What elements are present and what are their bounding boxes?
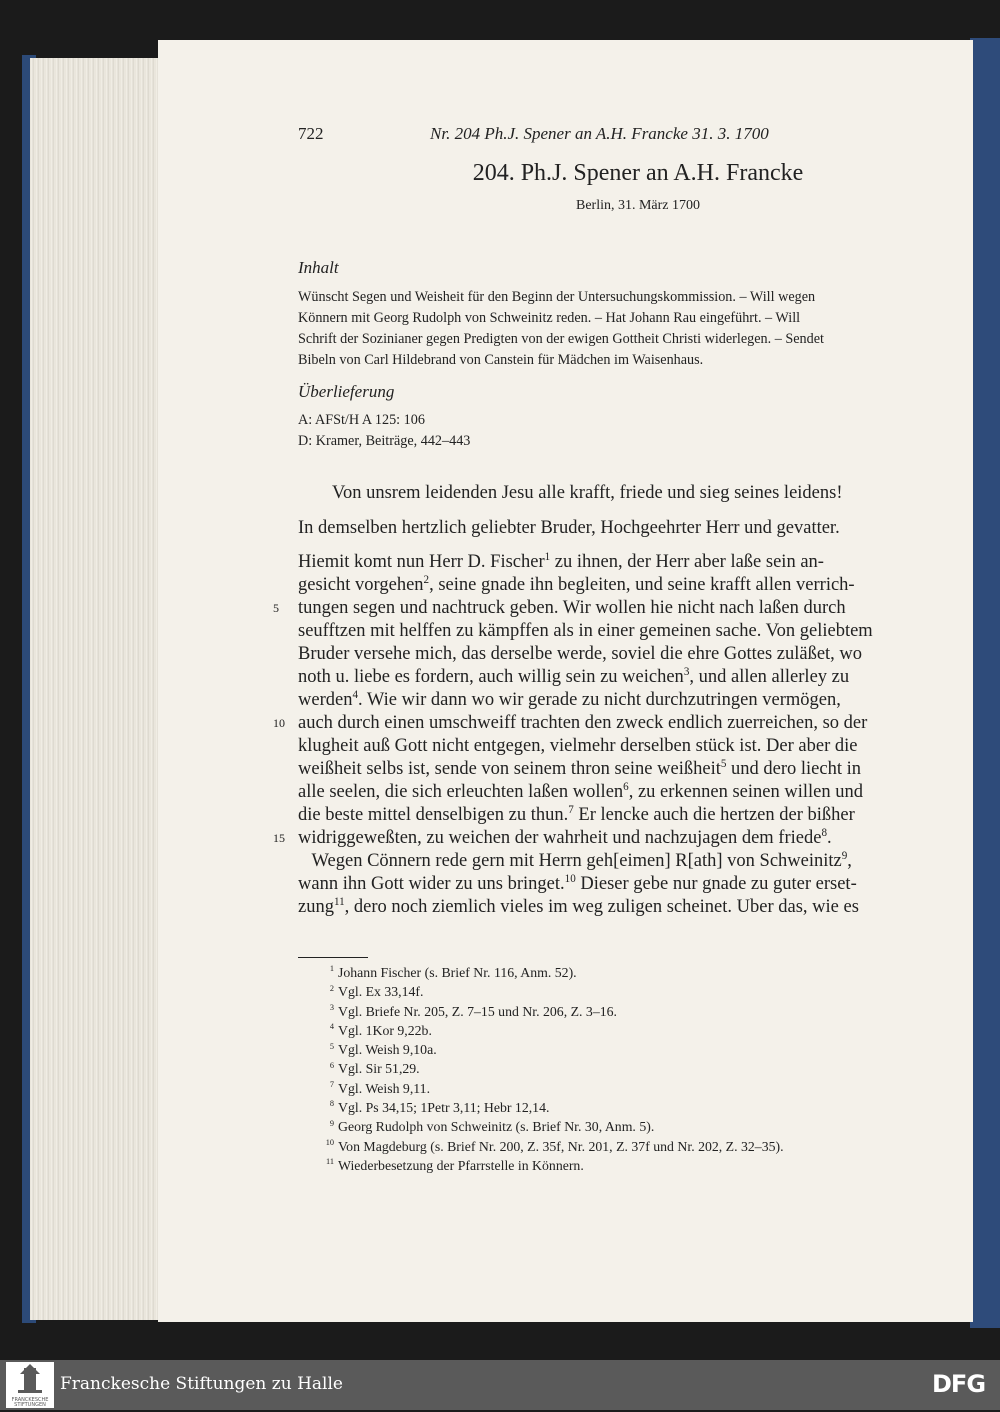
line-text: alle seelen, die sich erleuchten laßen wollen [298, 782, 624, 802]
line-text: zung [298, 897, 334, 917]
footnote-ref: 4 [352, 688, 358, 701]
footnote-ref: 2 [423, 573, 430, 586]
footnote-text: Vgl. Ps 34,15; 1Petr 3,11; Hebr 12,14. [338, 1100, 550, 1116]
footnote-ref: 6 [623, 780, 629, 793]
footnote: $^9$ Georg Rudolph von Schweinitz (s. Brief Nr. 30, Anm. 5). [329, 1118, 655, 1135]
letter-body [273, 550, 873, 919]
line-text: gesicht vorgehen [298, 575, 424, 595]
inhalt-line: Könnern mit Georg Rudolph von Schweinitz reden. – Hat Johann Rau eingeführt. – Will [298, 310, 801, 326]
inhalt-line: Schrift der Sozinianer gegen Predigten von der ewigen Gottheit Christi widerlegen. – Sendet [298, 331, 824, 347]
footnote-ref: 11 [333, 895, 345, 908]
footnote-ref: 9 [841, 849, 848, 862]
source-line: A: AFSt/H A 125: 106 [298, 412, 425, 428]
francke-logo [6, 1362, 54, 1408]
footnote-text: Vgl. Weish 9,10a. [338, 1042, 437, 1058]
line-text: Hiemit komt nun Herr D. Fischer [298, 552, 545, 572]
footnote-text: Wiederbesetzung der Pfarrstelle in Könnern. [338, 1157, 584, 1173]
footnote-ref: 3 [683, 665, 690, 678]
inhalt-heading: Inhalt [298, 258, 339, 277]
salutation: In demselben hertzlich geliebter Bruder, Hochgeehrter Herr und gevatter. [298, 518, 840, 538]
body-line [298, 850, 873, 873]
line-text: die beste mittel denselbigen zu thun. [298, 805, 569, 825]
book-page [158, 40, 973, 1322]
body-line [298, 781, 873, 804]
source-line: D: Kramer, Beiträge, 442–443 [298, 433, 471, 449]
line-text: tungen segen und nachtruck geben. Wir wollen hie nicht nach laßen durch [298, 598, 846, 618]
body-line [273, 712, 873, 735]
footnotes [318, 963, 784, 1175]
line-text-rest: Dieser gebe nur gnade zu guter erset- [575, 874, 857, 894]
body-line [298, 735, 873, 758]
footnote-text: Vgl. Weish 9,11. [338, 1080, 431, 1096]
inhalt-line: Bibeln von Carl Hildebrand von Canstein für Mädchen im Waisenhaus. [298, 352, 704, 368]
body-line [298, 551, 873, 574]
book-page-edges [30, 58, 160, 1320]
line-text-rest: , seine gnade ihn begleiten, und seine krafft allen verrich- [429, 575, 855, 595]
footnote-ref: 10 [564, 872, 576, 885]
line-text-rest: , dero noch ziemlich vieles im weg zuligen scheinet. Uber das, wie es [344, 897, 859, 917]
line-number: 5 [273, 601, 279, 615]
line-number: 10 [273, 716, 285, 730]
line-text: Wegen Cönnern rede gern mit Herrn geh[eimen] R[ath] von Schweinitz [298, 851, 842, 871]
footnote: $^{10}$ Von Magdeburg (s. Brief Nr. 200, Z. 35f, Nr. 201, Z. 37f und Nr. 202, Z. 32–35). [325, 1138, 784, 1154]
greeting: Von unsrem leidenden Jesu alle krafft, friede und sieg seines leidens! [332, 483, 843, 503]
book-cover-edge [970, 38, 1000, 1328]
line-text-rest: Er lencke auch die hertzen der bißher [573, 805, 855, 825]
footnote: $^{11}$ Wiederbesetzung der Pfarrstelle in Könnern. [326, 1157, 584, 1173]
footnote: $^3$ Vgl. Briefe Nr. 205, Z. 7–15 und Nr. 206, Z. 3–16. [329, 1003, 617, 1019]
line-text-rest: , [847, 851, 852, 871]
footnote: $^4$ Vgl. 1Kor 9,22b. [329, 1022, 432, 1038]
line-text-rest: , und allen allerley zu [689, 667, 850, 687]
line-text: seufftzen mit helffen zu kämpffen als in einer gemeinen sache. Von geliebtem [298, 621, 873, 641]
body-line [273, 826, 873, 850]
ueberlieferung-heading: Überlieferung [298, 382, 395, 401]
body-line [298, 804, 873, 827]
footnote-ref: 8 [821, 826, 827, 839]
footnote-text: Georg Rudolph von Schweinitz (s. Brief Nr. 30, Anm. 5). [338, 1119, 655, 1135]
footnote-ref: 1 [544, 550, 551, 563]
svg-text:FRANCKESCHE: FRANCKESCHE [11, 1397, 49, 1403]
footnote: $^6$ Vgl. Sir 51,29. [329, 1060, 420, 1077]
body-line [298, 896, 873, 919]
running-head-title: Nr. 204 Ph.J. Spener an A.H. Francke 31. 3. 1700 [430, 124, 769, 143]
svg-text:STIFTUNGEN: STIFTUNGEN [14, 1402, 46, 1408]
footnote-text: Vgl. Sir 51,29. [338, 1061, 420, 1077]
institution-name: Franckesche Stiftungen zu Halle [60, 1374, 343, 1394]
line-text: klugheit auß Gott nicht entgegen, vielmehr derselben stück ist. Der aber die [298, 736, 858, 756]
ueberlieferung-text [298, 410, 470, 452]
footnote-ref: 5 [720, 757, 727, 770]
footnote: $^1$ Johann Fischer (s. Brief Nr. 116, Anm. 52). [329, 964, 577, 980]
inhalt-text [298, 287, 824, 371]
footnote-text: Vgl. Ex 33,14f. [338, 984, 424, 1000]
footnote: $^7$ Vgl. Weish 9,11. [329, 1080, 431, 1096]
line-number: 15 [273, 831, 285, 845]
line-text-rest: . [826, 828, 832, 848]
line-text-rest: . Wie wir dann wo wir gerade zu nicht durchzutringen vermögen, [358, 690, 841, 710]
line-text: noth u. liebe es fordern, auch willig sein zu weichen [298, 667, 684, 687]
footnote-text: Vgl. Briefe Nr. 205, Z. 7–15 und Nr. 206, Z. 3–16. [338, 1003, 617, 1019]
letter-title: 204. Ph.J. Spener an A.H. Francke [472, 160, 804, 186]
line-text: wann ihn Gott wider zu uns bringet. [298, 874, 565, 894]
page-number: 722 [298, 124, 324, 143]
body-line [298, 873, 873, 896]
line-text-rest: und dero liecht in [726, 759, 862, 779]
body-line [298, 574, 873, 597]
body-line [298, 620, 873, 643]
line-text: weißheit selbs ist, sende von seinem thron seine weißheit [298, 759, 721, 779]
footnote-ref: 7 [568, 803, 574, 816]
body-line [273, 597, 873, 620]
line-text: Bruder versehe mich, das derselbe werde, soviel die ehre Gottes zuläßet, wo [298, 644, 863, 664]
line-text: widriggeweßten, zu weichen der wahrheit und nachzujagen dem friede [298, 828, 822, 848]
body-line [298, 666, 873, 689]
line-text-rest: zu ihnen, der Herr aber laße sein an- [550, 552, 824, 572]
line-text-rest: , zu erkennen seinen willen und [628, 782, 863, 802]
line-text: auch durch einen umschweiff trachten den zweck endlich zuerreichen, so der [298, 713, 868, 733]
dfg-logo: DFG [932, 1370, 986, 1398]
footer-bar [0, 1360, 1000, 1410]
footnote-text: Johann Fischer (s. Brief Nr. 116, Anm. 52). [338, 965, 577, 980]
inhalt-line: Wünscht Segen und Weisheit für den Beginn der Untersuchungskommission. – Will wegen [298, 289, 816, 305]
footnote-text: Vgl. 1Kor 9,22b. [338, 1022, 432, 1038]
footnote: $^5$ Vgl. Weish 9,10a. [329, 1041, 437, 1058]
footnote-text: Von Magdeburg (s. Brief Nr. 200, Z. 35f, Nr. 201, Z. 37f und Nr. 202, Z. 32–35). [338, 1138, 784, 1154]
body-line [298, 758, 873, 781]
body-line [298, 689, 873, 712]
body-line [298, 643, 873, 666]
line-text: werden [298, 690, 353, 710]
letter-date: Berlin, 31. März 1700 [575, 198, 701, 213]
footnote: $^2$ Vgl. Ex 33,14f. [329, 983, 424, 1000]
footnote-rule [298, 957, 368, 958]
footnote: $^8$ Vgl. Ps 34,15; 1Petr 3,11; Hebr 12,14. [329, 1099, 550, 1116]
